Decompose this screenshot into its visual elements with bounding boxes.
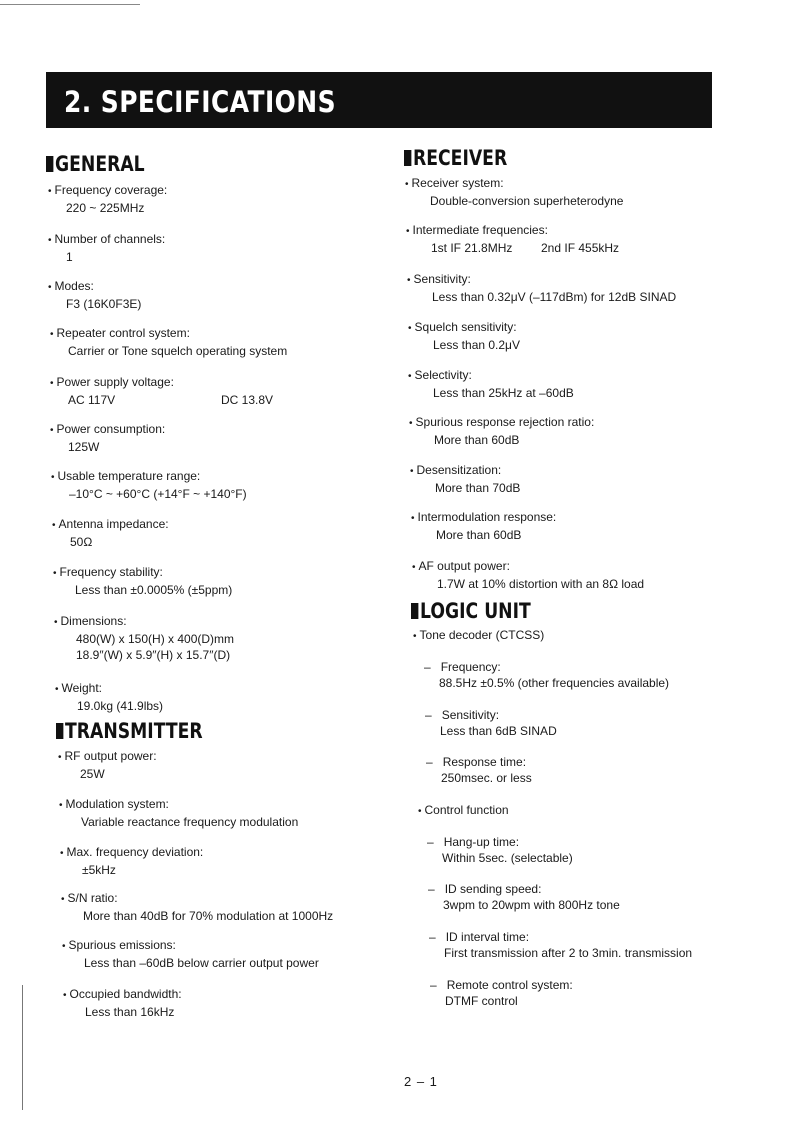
margin-line (22, 985, 23, 1110)
page-title: 2. SPECIFICATIONS (64, 85, 337, 119)
spec-bandwidth: • Occupied bandwidth: Less than 16kHz (63, 986, 182, 1020)
spec-control-function: • Control function (418, 802, 509, 820)
spec-power-consumption: • Power consumption: 125W (50, 421, 165, 455)
spec-sn-ratio: • S/N ratio: More than 40dB for 70% modulation at 1000Hz (61, 890, 333, 924)
spec-modulation: • Modulation system: Variable reactance frequency modulation (59, 796, 298, 830)
spec-channels: • Number of channels: 1 (48, 231, 165, 265)
spec-tone-decoder: • Tone decoder (CTCSS) (413, 627, 544, 645)
heading-square (56, 723, 63, 739)
spec-stability: • Frequency stability: Less than ±0.0005% (±5ppm) (53, 564, 232, 598)
spec-selectivity: • Selectivity: Less than 25kHz at –60dB (408, 367, 574, 401)
spec-response-time: – Response time: 250msec. or less (426, 754, 532, 786)
spec-spurious-rejection: • Spurious response rejection ratio: More than 60dB (409, 414, 594, 448)
spec-desensitization: • Desensitization: More than 70dB (410, 462, 520, 496)
spec-deviation: • Max. frequency deviation: ±5kHz (60, 844, 203, 878)
spec-id-speed: – ID sending speed: 3wpm to 20wpm with 800Hz tone (428, 881, 620, 913)
spec-modes: • Modes: F3 (16K0F3E) (48, 278, 141, 312)
spec-dimensions: • Dimensions: 480(W) x 150(H) x 400(D)mm 18.9″(W) x 5.9″(H) x 15.7″(D) (54, 613, 234, 663)
scan-mark (0, 4, 140, 5)
title-banner (46, 72, 712, 128)
general-heading: GENERAL (46, 152, 145, 176)
spec-weight: • Weight: 19.0kg (41.9lbs) (55, 680, 163, 714)
transmitter-heading: TRANSMITTER (56, 719, 203, 743)
spec-repeater: • Repeater control system: Carrier or Tone squelch operating system (50, 325, 287, 359)
heading-square (404, 150, 411, 166)
spec-intermodulation: • Intermodulation response: More than 60dB (411, 509, 556, 543)
spec-logic-frequency: – Frequency: 88.5Hz ±0.5% (other frequencies available) (424, 659, 669, 691)
spec-power-supply: • Power supply voltage: AC 117V DC 13.8V (50, 374, 273, 408)
spec-remote-control: – Remote control system: DTMF control (430, 977, 573, 1009)
spec-if: • Intermediate frequencies: 1st IF 21.8MHz 2nd IF 455kHz (406, 222, 619, 256)
spec-id-interval: – ID interval time: First transmission after 2 to 3min. transmission (429, 929, 692, 961)
spec-logic-sensitivity: – Sensitivity: Less than 6dB SINAD (425, 707, 557, 739)
logic-heading: LOGIC UNIT (411, 599, 531, 623)
spec-spurious: • Spurious emissions: Less than –60dB below carrier output power (62, 937, 319, 971)
spec-sensitivity: • Sensitivity: Less than 0.32μV (–117dBm) for 12dB SINAD (407, 271, 676, 305)
spec-temperature: • Usable temperature range: –10°C ~ +60°C (+14°F ~ +140°F) (51, 468, 247, 502)
spec-squelch: • Squelch sensitivity: Less than 0.2μV (408, 319, 520, 353)
spec-af-output: • AF output power: 1.7W at 10% distortion with an 8Ω load (412, 558, 644, 592)
spec-rf-power: • RF output power: 25W (58, 748, 157, 782)
receiver-heading: RECEIVER (404, 146, 507, 170)
spec-frequency-coverage: • Frequency coverage: 220 ~ 225MHz (48, 182, 167, 216)
spec-receiver-system: • Receiver system: Double-conversion superheterodyne (405, 175, 623, 209)
spec-hangup: – Hang-up time: Within 5sec. (selectable) (427, 834, 573, 866)
heading-square (46, 156, 53, 172)
page-number: 2 – 1 (404, 1074, 438, 1089)
heading-square (411, 603, 418, 619)
spec-antenna: • Antenna impedance: 50Ω (52, 516, 169, 550)
